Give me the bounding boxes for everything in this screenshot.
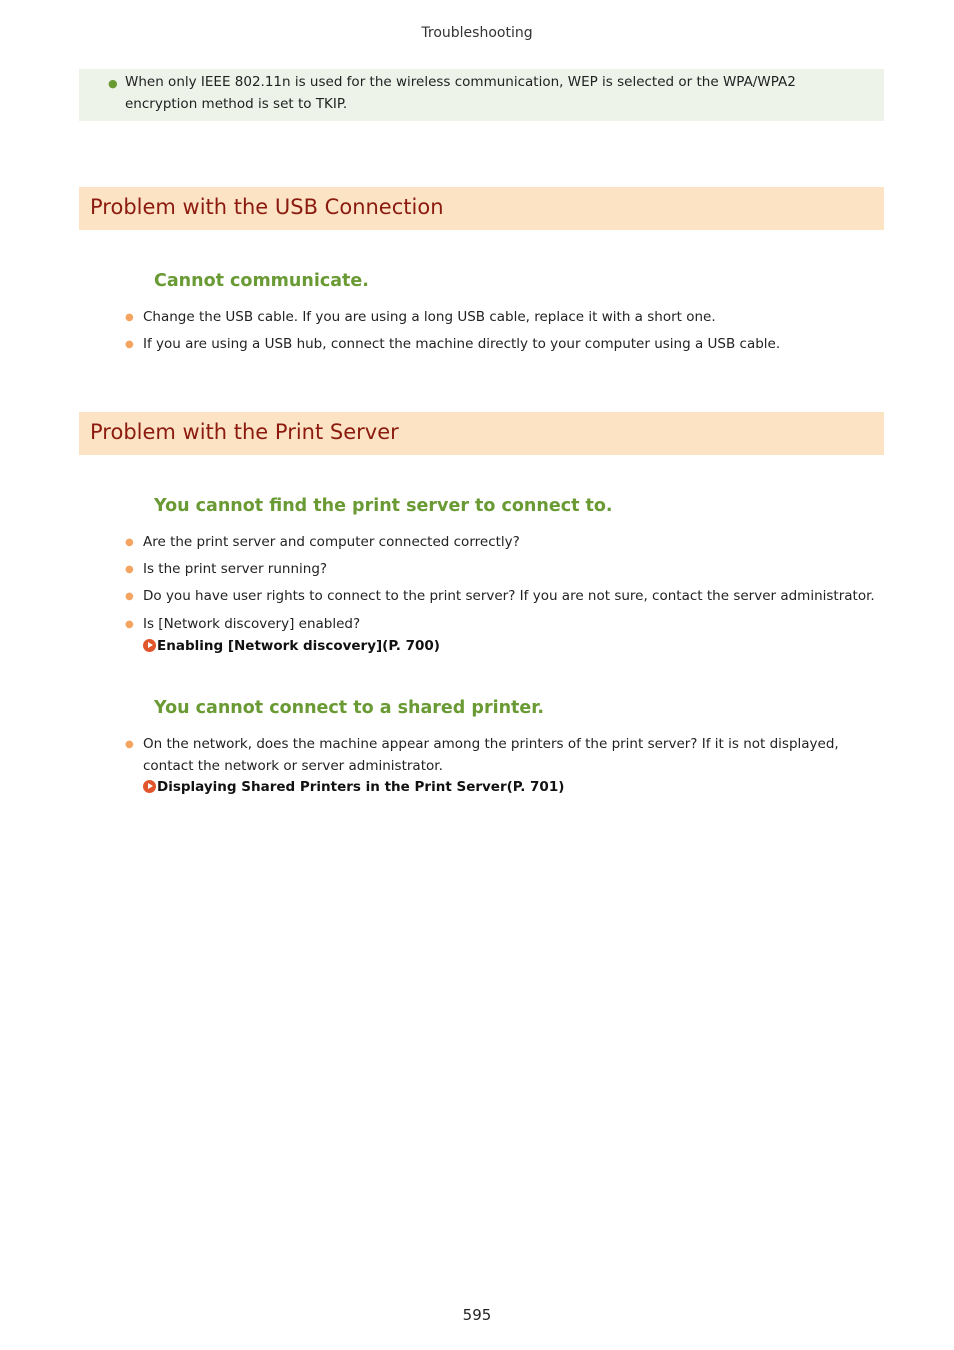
note-bullet-icon: ●	[108, 77, 118, 90]
link-text: Displaying Shared Printers in the Print Server(P. 701)	[157, 779, 565, 795]
list-item-text: Is the print server running?	[143, 561, 328, 577]
section-title: Problem with the USB Connection	[90, 195, 444, 219]
note-box	[79, 69, 884, 121]
note-text: When only IEEE 802.11n is used for the wireless communication, WEP is selected or the WPA/WPA2 encryption method is set to TKIP.	[125, 74, 796, 112]
bullet-icon: ●	[125, 312, 134, 323]
bullet-icon: ●	[125, 619, 134, 630]
list-item-text: Change the USB cable. If you are using a long USB cable, replace it with a short one.	[143, 309, 716, 325]
list-item	[125, 734, 878, 799]
section-bar-usb	[79, 187, 884, 230]
list-item-text: Do you have user rights to connect to the print server? If you are not sure, contact the server administrator.	[143, 588, 875, 604]
page-number: 595	[462, 1306, 492, 1324]
subheading-cannot-connect-shared-printer: You cannot connect to a shared printer.	[154, 698, 545, 718]
link-displaying-shared-printers[interactable]	[143, 777, 878, 799]
list-item-text: If you are using a USB hub, connect the machine directly to your computer using a USB cable.	[143, 336, 781, 352]
section-title: Problem with the Print Server	[90, 420, 399, 444]
list-item-text: Is [Network discovery] enabled?	[143, 616, 361, 632]
bullet-icon: ●	[125, 564, 134, 575]
list-item	[125, 614, 878, 657]
section-bar-print-server	[79, 412, 884, 455]
link-text: Enabling [Network discovery](P. 700)	[157, 637, 440, 654]
arrow-right-icon	[143, 639, 156, 652]
list-item	[125, 532, 878, 554]
running-header: Troubleshooting	[421, 25, 533, 41]
subheading-cannot-find-server: You cannot find the print server to connect to.	[154, 496, 613, 516]
list-item-text: On the network, does the machine appear among the printers of the print server? If it is not displayed, contact the network or server administrator.	[143, 736, 839, 774]
list-item	[125, 559, 878, 581]
list-item	[125, 334, 878, 356]
bullet-icon: ●	[125, 739, 134, 750]
bullet-icon: ●	[125, 537, 134, 548]
list-item	[125, 586, 878, 608]
bullet-icon: ●	[125, 591, 134, 602]
arrow-right-icon	[143, 780, 156, 793]
bullet-icon: ●	[125, 339, 134, 350]
list-item-text: Are the print server and computer connected correctly?	[143, 534, 520, 550]
subheading-cannot-communicate: Cannot communicate.	[154, 271, 369, 291]
link-enabling-network-discovery[interactable]	[143, 636, 878, 658]
list-item	[125, 307, 878, 329]
